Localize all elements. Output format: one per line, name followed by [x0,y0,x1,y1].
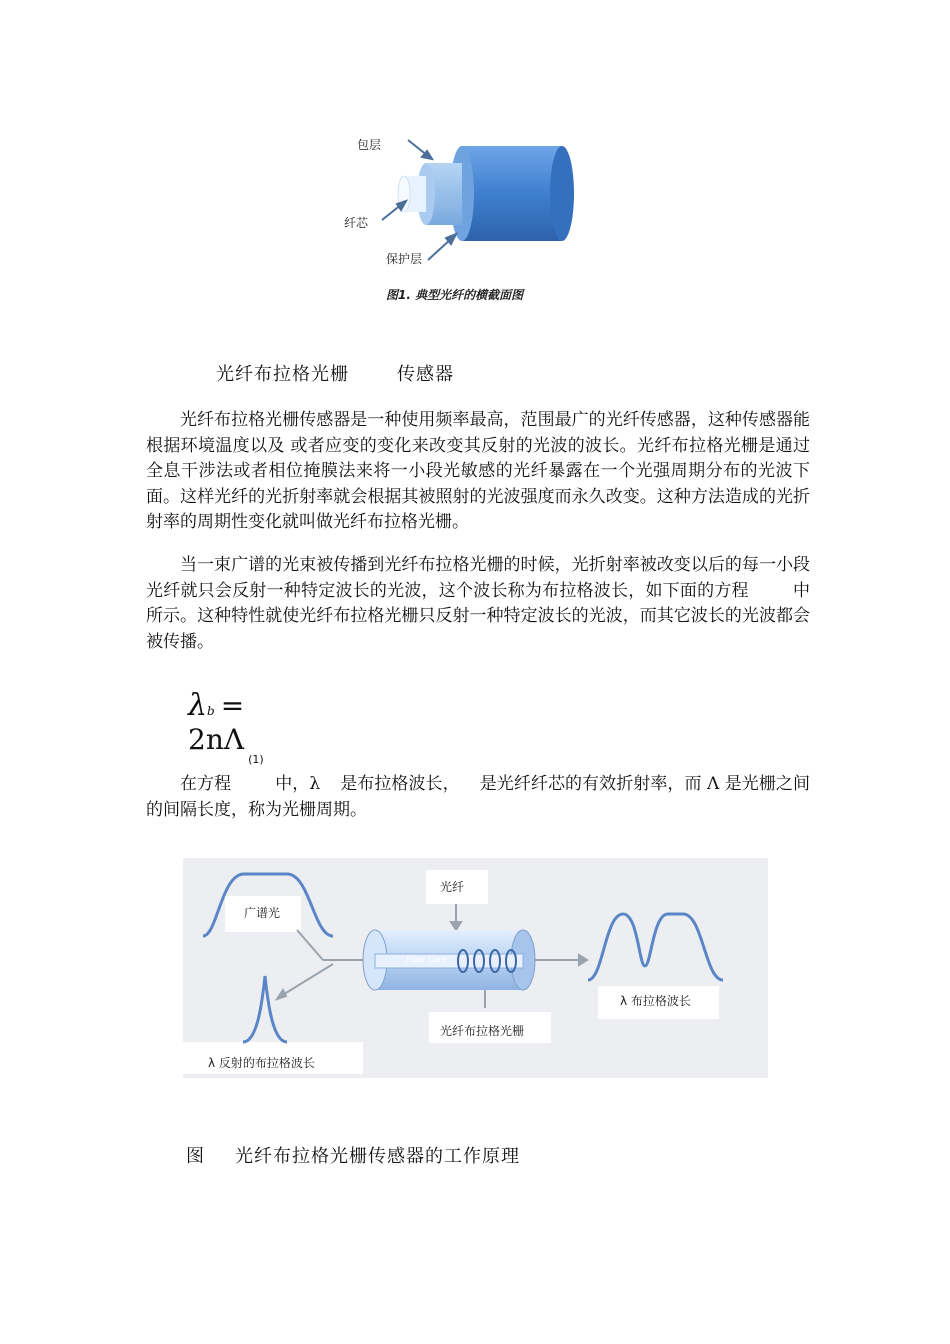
paragraph-3-part3: 是布拉格波长， [340,774,460,794]
label-fiber-core: Fiber Core [406,955,447,964]
figure1-caption: 图1. 典型光纤的横截面图 [386,288,524,302]
paragraph-3-part4: 是光纤纤芯的有效折射率，而 Λ 是光栅之间的间隔长度，称为光栅周期。 [146,774,810,820]
paragraph-2-part2: 中所示。这种特性就使光纤布拉格光栅只反射一种特定波长的光波，而其它波长的光波都会被传播。 [146,580,811,652]
formula-number: (1) [248,753,264,766]
figure2-caption [186,1142,520,1168]
paragraph-3-part2: 中，λ [275,774,321,794]
caption2-text: 光纤布拉格光栅传感器的工作原理 [235,1146,520,1167]
paragraph-3 [146,772,810,823]
paragraph-1: 光纤布拉格光栅传感器是一种使用频率最高，范围最广的光纤传感器，这种传感器能根据环境温度以及 或者应变的变化来改变其反射的光波的波长。光纤布拉格光栅是通过全息干涉法或者相位掩膜法来将一小段光敏感的光纤暴露在一个光强周期分布的光波下面。这样光纤的光折射率就会根据其被照射的光波强度而永久改变。这种方法造成的光折射率的周期性变化就叫做光纤布拉格光栅。 [146,410,810,532]
label-cladding: 包层 [357,138,382,152]
formula-sub: b [207,704,215,718]
caption2-prefix: 图 [186,1146,205,1167]
paragraph-2 [146,553,810,655]
label-reflected-wavelength: λ 反射的布拉格波长 [208,1056,315,1070]
label-core: 纤芯 [344,216,369,230]
section-heading [216,360,454,386]
label-coating: 保护层 [386,252,423,266]
paragraph-3-part1: 在方程 [180,774,232,794]
paragraph-2-part1: 当一束广谱的光束被传播到光纤布拉格光栅的时候，光折射率被改变以后的每一小段光纤就只会反射一种特定波长的光波，这个波长称为布拉格波长，如下面的方程 [146,555,810,601]
label-broadband: 广谱光 [244,906,281,920]
label-grating: 光纤布拉格光栅 [440,1024,525,1038]
label-fiber: 光纤 [440,880,465,894]
bragg-formula [188,688,322,766]
fbg-principle-figure [183,858,768,1078]
formula-rhs: = 2nΛ [188,689,245,756]
label-transmitted-wavelength: λ 布拉格波长 [620,994,691,1008]
heading-right: 传感器 [397,364,454,385]
formula-lhs: λ [188,688,208,723]
heading-left: 光纤布拉格光栅 [216,364,349,385]
